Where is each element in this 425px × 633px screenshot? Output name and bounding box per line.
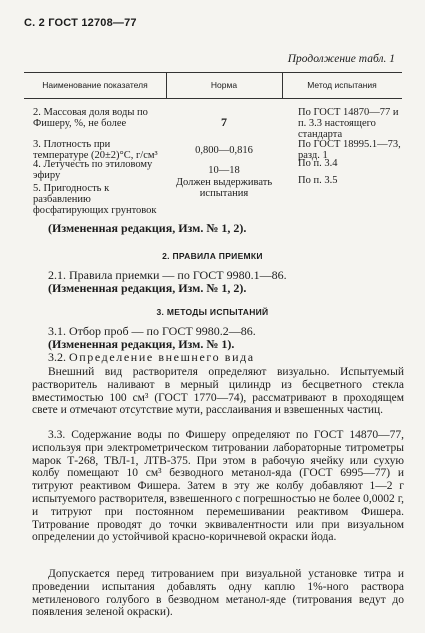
table-cell-norm: Должен выдерживать испытания (175, 177, 273, 199)
paragraph-3-2-heading (48, 350, 255, 365)
paragraph-2-1: 2.1. Правила приемки — по ГОСТ 9980.1—86. (48, 268, 287, 282)
table-header-rule (24, 98, 402, 99)
edit-note: (Измененная редакция, Изм. № 1). (48, 337, 235, 351)
paragraph-title: Определение внешнего вида (69, 350, 255, 364)
table-cell-norm: 0,800—0,816 (195, 145, 253, 156)
table-cell-name: 5. Пригодность к разбавлению фосфатирующих грунтовок (33, 183, 157, 216)
section-heading: 3. МЕТОДЫ ИСПЫТАНИЙ (156, 307, 269, 317)
edit-note: (Измененная редакция, Изм. № 1, 2). (48, 281, 247, 295)
paragraph-number: 3.2. (48, 350, 66, 364)
table-cell-name: 3. Плотность при температуре (20±2)°С, г/см³ (33, 139, 158, 161)
table-header-method: Метод испытания (307, 80, 377, 90)
table-cell-method: По ГОСТ 14870—77 и п. 3.3 настоящего стандарта (298, 107, 399, 140)
table-cell-name: 4. Летучесть по этиловому эфиру (33, 159, 153, 181)
table-cell-method: По ГОСТ 18995.1—73, разд. 1 (298, 139, 401, 161)
paragraph-3-1: 3.1. Отбор проб — по ГОСТ 9980.2—86. (48, 324, 256, 338)
table-cell-method: По п. 3.4 (298, 158, 338, 169)
page-header: С. 2 ГОСТ 12708—77 (24, 17, 137, 29)
section-heading: 2. ПРАВИЛА ПРИЕМКИ (162, 251, 263, 261)
table-cell-method: По п. 3.5 (298, 175, 338, 186)
paragraph-titration: Допускается перед титрованием при визуальной установке титра и проведении испытания добавлять одну каплю 1%-ного раствора метиленового голубого в безводном метанол-яде (титрования ведут до появления зеленой окраски). (32, 568, 404, 619)
table-top-rule (24, 72, 402, 73)
table-continuation-label: Продолжение табл. 1 (287, 53, 395, 65)
paragraph-3-3: 3.3. Содержание воды по Фишеру определяют по ГОСТ 14870—77, используя при электрометрическом титровании лабораторные титрометры марок Т-268, ТВЛ-1, ЛТВ-375. При этом в рабочую ячейку или сухую колбу помещают 10 см³ безводного метанол-яда (ГОСТ 6995—77) и титруют реактивом Фишера. Затем в эту же колбу добавляют 1—2 г испытуемого растворителя, взвешенного с погрешностью не более 0,0002 г, и титруют при постоянном перемешивании реактивом Фишера. Титрование проводят до точки эквивалентности или при визуальном определении до устойчивой красно-коричневой окраски йода. (32, 429, 404, 544)
table-header-norm: Норма (210, 80, 238, 90)
edit-note: (Измененная редакция, Изм. № 1, 2). (48, 221, 247, 235)
table-cell-name: 2. Массовая доля воды по Фишеру, %, не более (33, 107, 148, 129)
table-header-name: Наименование показателя (42, 80, 148, 90)
table-cell-norm: 10—18 (208, 165, 240, 176)
paragraph-appearance: Внешний вид растворителя определяют визуально. Испытуемый растворитель наливают в мерный цилиндр из бесцветного стекла вместимостью 100 см³ (ГОСТ 1770—74), рассматривают в проходящем свете и отмечают отсутствие мути, расслаивания и взвешенных частиц. (32, 366, 404, 417)
table-cell-norm: 7 (221, 115, 227, 129)
